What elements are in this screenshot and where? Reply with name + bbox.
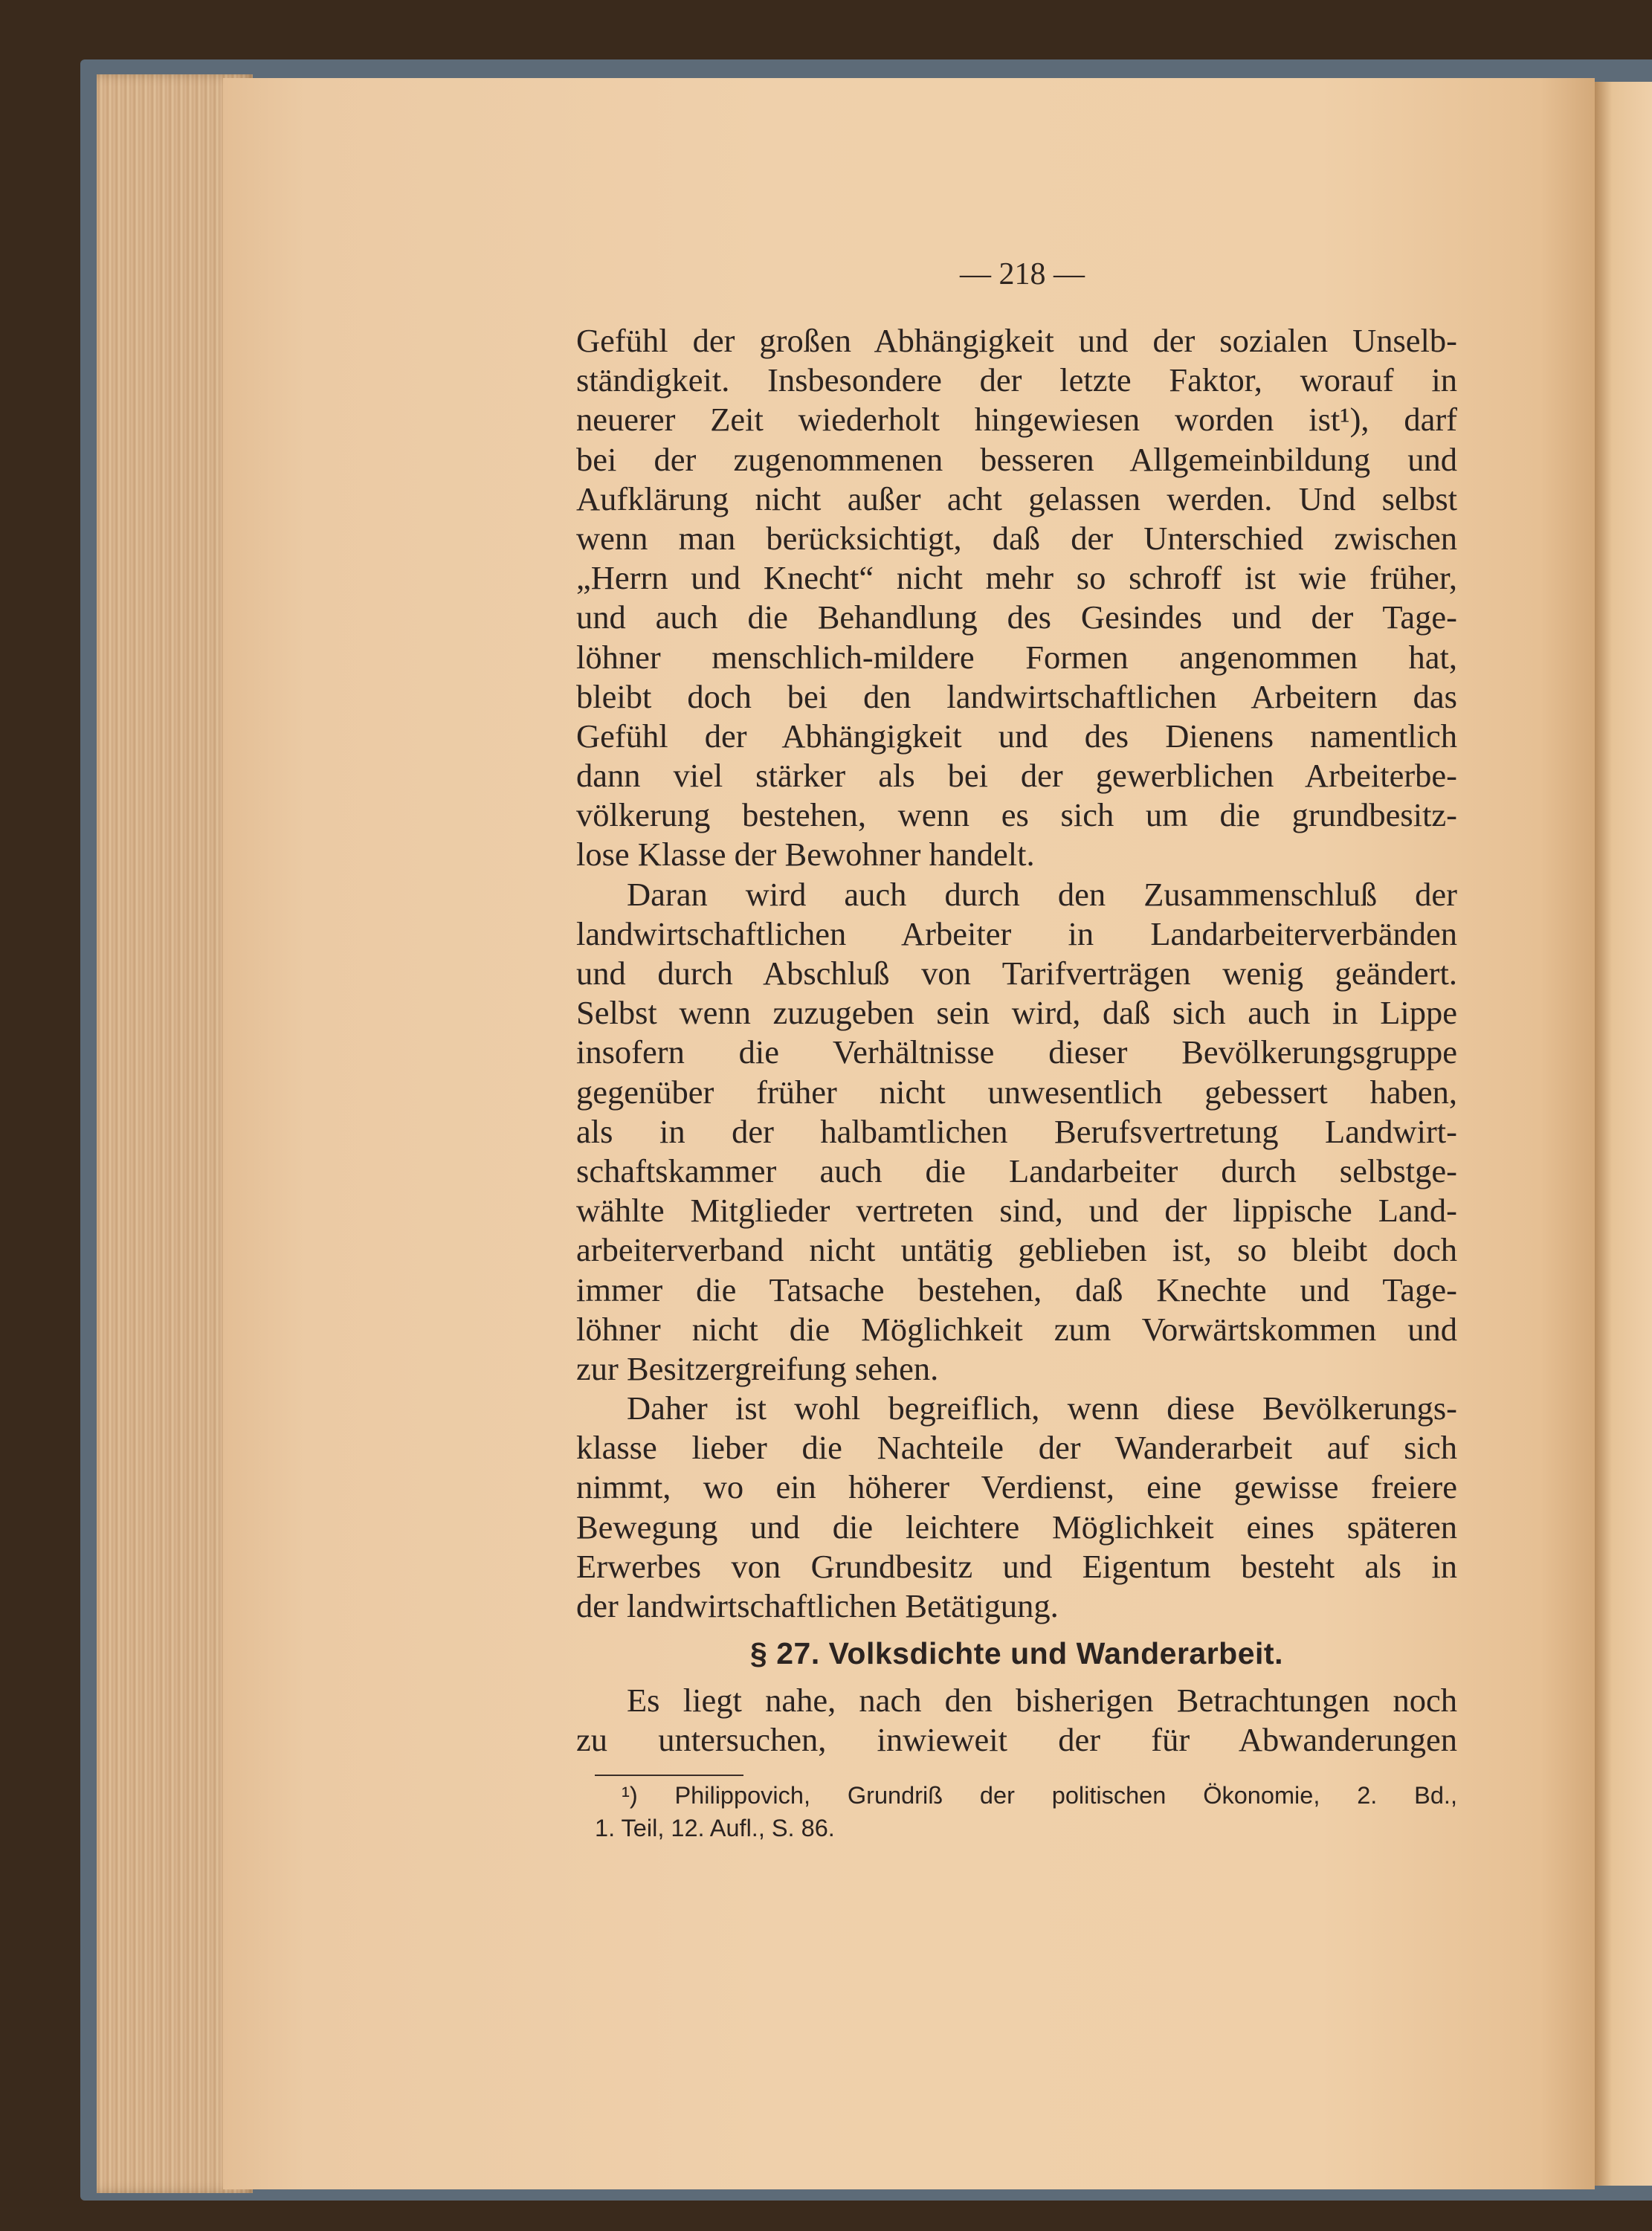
text-line: arbeiterverband nicht untätig geblieben ist, so bleibt doch <box>576 1231 1457 1269</box>
text-line: Gefühl der großen Abhängigkeit und der sozialen Unselb- <box>576 322 1457 359</box>
page-number: — 218 — <box>960 257 1085 291</box>
body-text <box>576 321 1457 1760</box>
text-line: löhner nicht die Möglichkeit zum Vorwärtskommen und <box>576 1310 1457 1348</box>
text-line: Gefühl der Abhängigkeit und des Dienens namentlich <box>576 717 1457 755</box>
paragraph-3 <box>576 1389 1457 1626</box>
text-line: zur Besitzergreifung sehen. <box>576 1349 939 1387</box>
text-line: und durch Abschluß von Tarifverträgen wenig geändert. <box>576 955 1457 992</box>
text-line: lose Klasse der Bewohner handelt. <box>576 836 1035 874</box>
text-line: der landwirtschaftlichen Betätigung. <box>576 1587 1059 1624</box>
footnote-divider <box>595 1775 743 1776</box>
facing-page-edge <box>1595 82 1652 2186</box>
text-line: ständigkeit. Insbesondere der letzte Faktor, worauf in <box>576 361 1457 399</box>
text-line: löhner menschlich-mildere Formen angenommen hat, <box>576 638 1457 676</box>
text-line: Daher ist wohl begreiflich, wenn diese Bevölkerungs- <box>627 1389 1457 1427</box>
text-line: und auch die Behandlung des Gesindes und der Tage- <box>576 598 1457 636</box>
footnote-line: 1. Teil, 12. Aufl., S. 86. <box>595 1815 835 1841</box>
text-line: immer die Tatsache bestehen, daß Knechte und Tage- <box>576 1271 1457 1308</box>
text-line: bei der zugenommenen besseren Allgemeinbildung und <box>576 440 1457 478</box>
text-line: landwirtschaftlichen Arbeiter in Landarbeiterverbänden <box>576 914 1457 952</box>
text-line: Bewegung und die leichtere Möglichkeit eines späteren <box>576 1508 1457 1546</box>
text-line: dann viel stärker als bei der gewerblichen Arbeiterbe- <box>576 757 1457 795</box>
text-line: Daran wird auch durch den Zusammenschluß der <box>627 875 1457 913</box>
text-line: Es liegt nahe, nach den bisherigen Betrachtungen noch <box>627 1682 1457 1720</box>
text-line: „Herrn und Knecht“ nicht mehr so schroff ist wie früher, <box>576 559 1457 597</box>
paragraph-1 <box>576 321 1457 875</box>
text-line: Aufklärung nicht außer acht gelassen werden. Und selbst <box>576 480 1457 517</box>
text-line: völkerung bestehen, wenn es sich um die grundbesitz- <box>576 796 1457 834</box>
text-line: zu untersuchen, inwieweit der für Abwanderungen <box>576 1721 1457 1759</box>
text-line: schaftskammer auch die Landarbeiter durch selbstge- <box>576 1152 1457 1189</box>
section-heading: § 27. Volksdichte und Wanderarbeit. <box>750 1636 1283 1671</box>
footnote-line: ¹) Philippovich, Grundriß der politischen Ökonomie, 2. Bd., <box>622 1782 1457 1809</box>
text-line: Selbst wenn zuzugeben sein wird, daß sich auch in Lippe <box>576 994 1457 1032</box>
text-line: bleibt doch bei den landwirtschaftlichen Arbeitern das <box>576 677 1457 715</box>
text-line: wenn man berücksichtigt, daß der Unterschied zwischen <box>576 519 1457 557</box>
text-line: wählte Mitglieder vertreten sind, und der lippische Land- <box>576 1192 1457 1230</box>
text-line: als in der halbamtlichen Berufsvertretung Landwirt- <box>576 1112 1457 1150</box>
text-line: gegenüber früher nicht unwesentlich gebessert haben, <box>576 1073 1457 1111</box>
text-line: insofern die Verhältnisse dieser Bevölkerungsgruppe <box>576 1033 1457 1071</box>
text-line: Erwerbes von Grundbesitz und Eigentum besteht als in <box>576 1547 1457 1585</box>
text-line: neuerer Zeit wiederholt hingewiesen worden ist¹), darf <box>576 401 1457 439</box>
paragraph-4 <box>576 1681 1457 1760</box>
footnote <box>595 1779 1457 1844</box>
text-line: nimmt, wo ein höherer Verdienst, eine gewisse freiere <box>576 1468 1457 1506</box>
text-line: klasse lieber die Nachteile der Wanderarbeit auf sich <box>576 1429 1457 1467</box>
paragraph-2 <box>576 875 1457 1389</box>
